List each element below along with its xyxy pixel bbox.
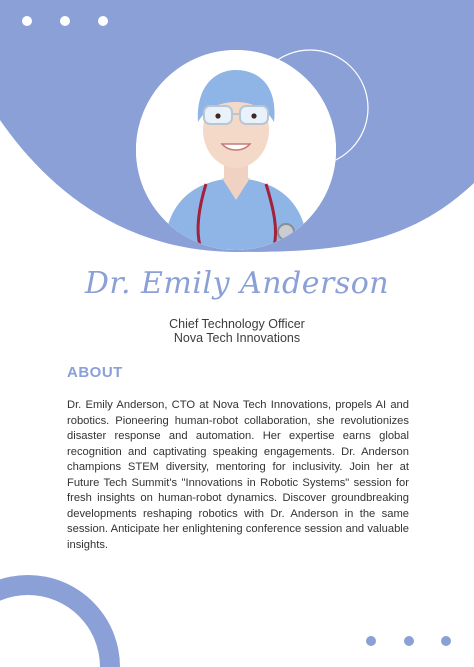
top-dot-3 (98, 16, 108, 26)
profile-photo (136, 50, 336, 250)
doctor-portrait-illustration (136, 50, 336, 250)
top-dot-1 (22, 16, 32, 26)
bottom-dot-1 (366, 636, 376, 646)
top-dot-2 (60, 16, 70, 26)
speaker-company: Nova Tech Innovations (173, 331, 301, 345)
bottom-dot-3 (441, 636, 451, 646)
about-body: Dr. Emily Anderson, CTO at Nova Tech Innovations, propels AI and robotics. Pioneering human-robot collaboration, she revolutionizes disaster response and automation. Her expertise earns global recognition and captivating speaking engagements. Dr. Anderson champions STEM diversity, mentoring for inclusivity. Join her at Future Tech Summit's "Innovations in Robotic Systems" session for fresh insights on human-robot dynamics. Discover groundbreaking developments reshaping robotics with Dr. Anderson in the same session. Anticipate her enlightening conference session and valuable insights. (67, 399, 409, 551)
speaker-name: Dr. Emily Anderson (84, 266, 390, 301)
about-heading: ABOUT (67, 364, 123, 381)
speaker-title: Chief Technology Officer (169, 317, 305, 331)
bottom-dot-2 (404, 636, 414, 646)
